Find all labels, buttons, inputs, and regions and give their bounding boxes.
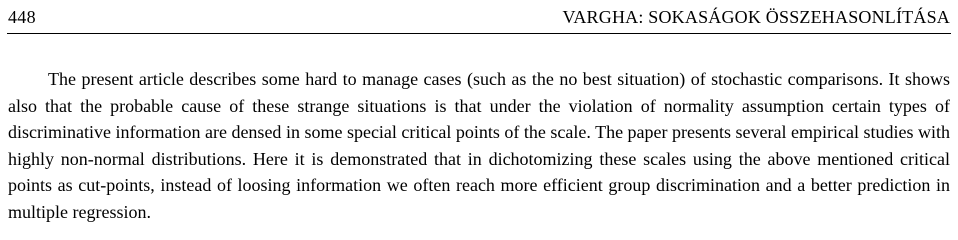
abstract-paragraph: The present article describes some hard to manage cases (such as the no best situation) of stochastic comparisons. It shows also that the probable cause of these strange situations is that under the violation of normality assumption certain types of discriminative information are densed in some special critical points of the scale. The paper presents several empirical studies with highly non-normal distributions. Here it is demonstrated that in dichotomizing these scales using the above mentioned critical points as cut-points, instead of loosing information we often reach more efficient group discrimination and a better prediction in multiple regression.	[8, 69, 950, 222]
page-number: 448	[8, 7, 36, 27]
page-header	[0, 0, 958, 33]
running-title: VARGHA: SOKASÁGOK ÖSSZEHASONLÍTÁSA	[562, 7, 950, 27]
header-rule	[7, 33, 951, 34]
